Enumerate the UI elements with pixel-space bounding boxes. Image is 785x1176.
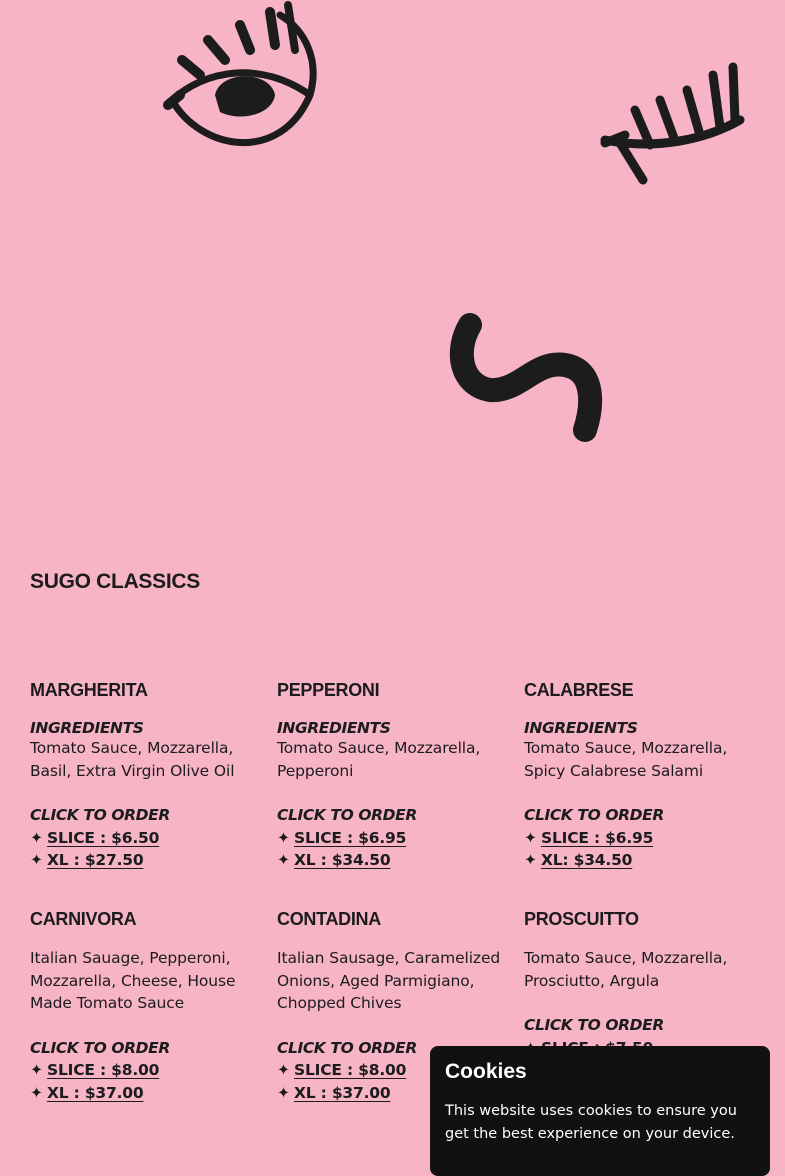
cookie-title: Cookies (445, 1060, 527, 1083)
eye-icon (160, 0, 320, 160)
ingredients-text: Tomato Sauce, Mozzarella, Spicy Calabrese Salami (524, 739, 728, 780)
order-slice-link[interactable]: SLICE : $8.00 (294, 1061, 407, 1079)
star-icon: ✦ (524, 851, 537, 869)
ingredients-label: INGREDIENTS (277, 719, 391, 737)
click-to-order-label: CLICK TO ORDER (524, 1016, 664, 1034)
star-icon: ✦ (30, 1083, 43, 1102)
price-row-slice (277, 827, 507, 850)
squiggle-icon (445, 310, 615, 445)
star-icon: ✦ (30, 828, 43, 847)
price-row-slice (524, 827, 754, 850)
order-slice-link[interactable]: SLICE : $6.95 (541, 828, 654, 847)
pizza-name: PROSCUITTO (524, 909, 639, 929)
price-row-xl (277, 849, 507, 872)
star-icon: ✦ (277, 1061, 290, 1079)
section-title: SUGO CLASSICS (30, 570, 200, 593)
pizza-name: MARGHERITA (30, 680, 148, 700)
price-row-xl (30, 849, 260, 872)
order-xl-link[interactable]: XL : $34.50 (294, 851, 391, 869)
price-row-xl (30, 1082, 260, 1105)
star-icon: ✦ (524, 828, 537, 847)
order-xl-link[interactable]: XL : $37.00 (294, 1083, 391, 1102)
star-icon: ✦ (277, 828, 290, 847)
click-to-order-label: CLICK TO ORDER (277, 1038, 417, 1057)
pizza-card-margherita (30, 680, 260, 872)
pizza-card-pepperoni (277, 680, 507, 872)
ingredients-text: Tomato Sauce, Mozzarella, Basil, Extra Virgin Olive Oil (30, 739, 235, 780)
star-icon: ✦ (30, 1061, 43, 1079)
click-to-order-label: CLICK TO ORDER (30, 806, 170, 824)
price-row-xl (524, 849, 754, 872)
pizza-card-proscuitto (524, 909, 754, 1059)
price-row-slice (30, 827, 260, 850)
order-slice-link[interactable]: SLICE : $8.00 (47, 1061, 160, 1079)
hero-illustration (0, 0, 785, 500)
order-xl-link[interactable]: XL : $27.50 (47, 851, 144, 869)
star-icon: ✦ (277, 851, 290, 869)
pizza-card-carnivora (30, 909, 260, 1104)
order-xl-link[interactable]: XL : $37.00 (47, 1083, 144, 1102)
eyelash-icon (595, 55, 755, 195)
pizza-name: CARNIVORA (30, 909, 137, 929)
click-to-order-label: CLICK TO ORDER (277, 806, 417, 824)
star-icon: ✦ (30, 851, 43, 869)
order-slice-link[interactable]: SLICE : $6.95 (294, 828, 407, 847)
click-to-order-label: CLICK TO ORDER (524, 806, 664, 824)
ingredients-text: Tomato Sauce, Mozzarella, Pepperoni (277, 739, 481, 780)
pizza-name: CALABRESE (524, 680, 634, 700)
ingredients-label: INGREDIENTS (524, 719, 638, 737)
cookie-banner (430, 1046, 770, 1176)
click-to-order-label: CLICK TO ORDER (30, 1038, 170, 1057)
ingredients-label: INGREDIENTS (30, 719, 144, 737)
price-row-slice (30, 1059, 260, 1082)
pizza-name: PEPPERONI (277, 680, 380, 700)
cookie-message: This website uses cookies to ensure you get the best experience on your device. (445, 1103, 737, 1142)
order-slice-link[interactable]: SLICE : $6.50 (47, 828, 160, 847)
ingredients-text: Tomato Sauce, Mozzarella, Prosciutto, Argula (524, 949, 728, 990)
pizza-card-calabrese (524, 680, 754, 872)
ingredients-text: Italian Sauage, Pepperoni, Mozzarella, Cheese, House Made Tomato Sauce (30, 949, 236, 1012)
order-xl-link[interactable]: XL: $34.50 (541, 851, 633, 869)
star-icon: ✦ (277, 1083, 290, 1102)
ingredients-text: Italian Sausage, Caramelized Onions, Aged Parmigiano, Chopped Chives (277, 949, 501, 1012)
pizza-name: CONTADINA (277, 909, 381, 929)
